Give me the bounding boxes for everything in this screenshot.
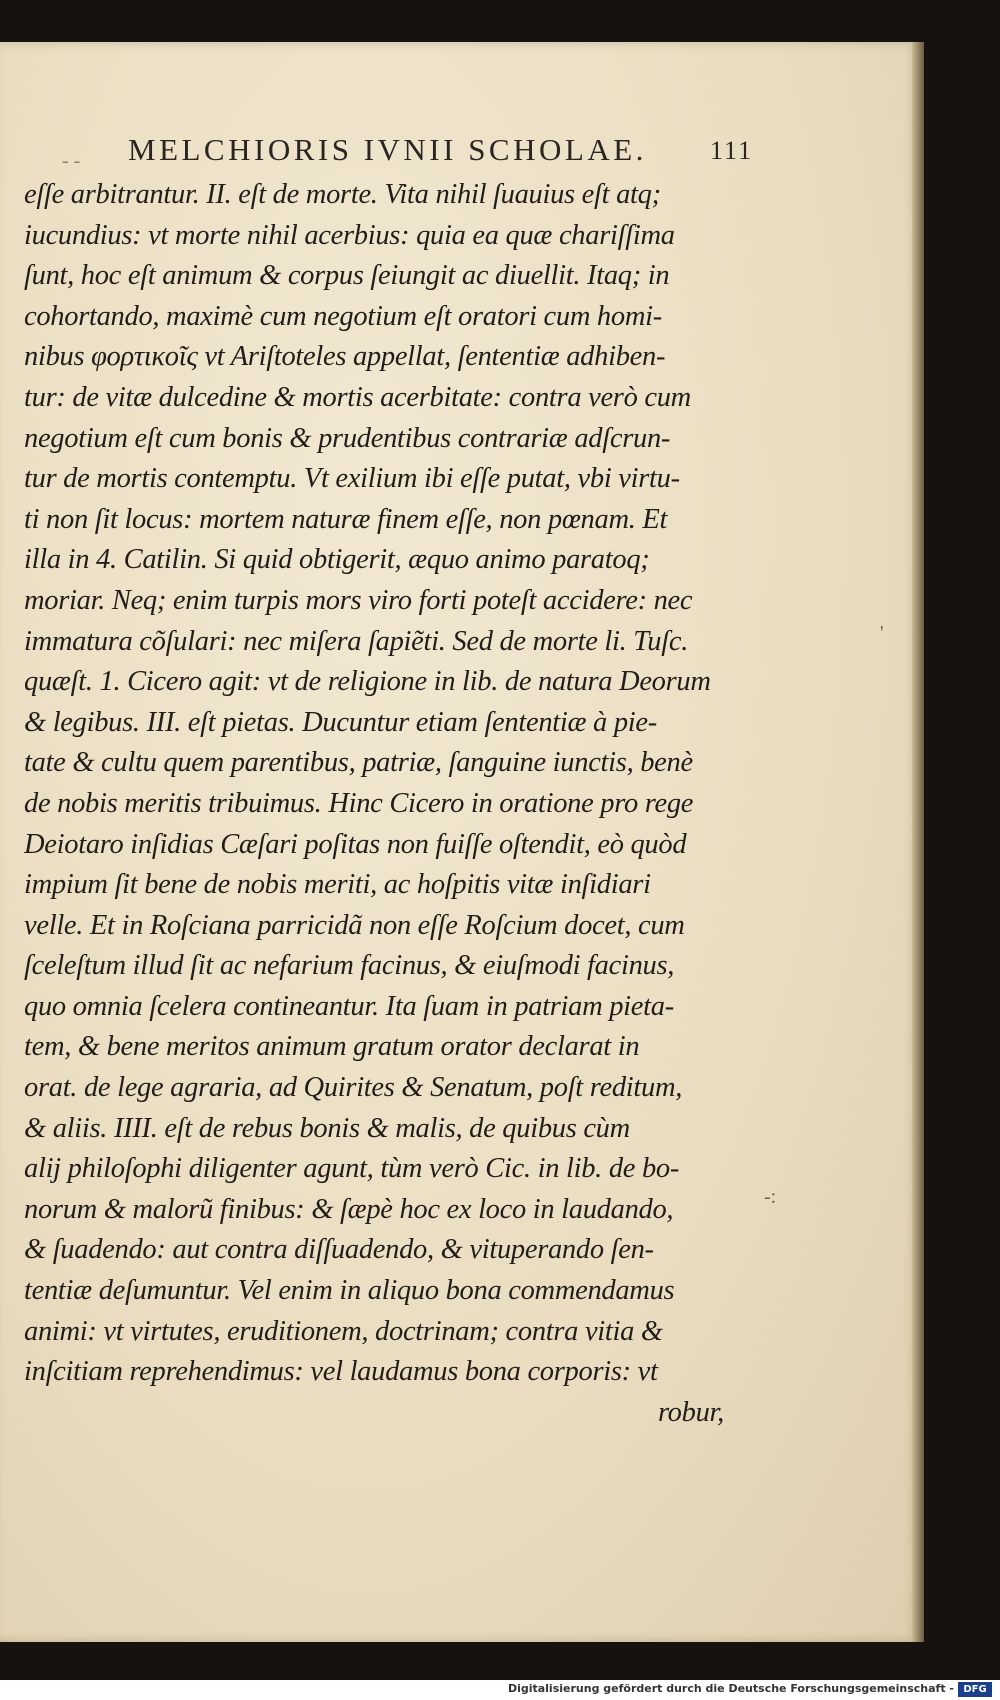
text-line: & ſuadendo: aut contra diſſuadendo, & vituperando ſen- <box>24 1234 654 1266</box>
text-line: inſcitiam reprehendimus: vel laudamus bona corporis: vt <box>24 1356 658 1388</box>
catchword: robur, <box>657 1396 724 1428</box>
text-line: tur de mortis contemptu. Vt exilium ibi eſſe putat, vbi virtu- <box>24 463 680 495</box>
text-line: norum & malorũ finibus: & ſæpè hoc ex loco in laudando, <box>24 1193 674 1225</box>
page-number: 111 <box>710 136 754 165</box>
text-line: Deiotaro inſidias Cæſari poſitas non fuiſſe oſtendit, eò quòd <box>24 828 687 860</box>
margin-mark: ' <box>880 622 884 644</box>
text-line: quæſt. 1. Cicero agit: vt de religione in lib. de natura Deorum <box>24 666 711 698</box>
book-page <box>0 42 920 1642</box>
funding-credit: Digitalisierung gefördert durch die Deutsche Forschungsgemeinschaft - <box>507 1682 954 1695</box>
text-line: tur: de vitæ dulcedine & mortis acerbitate: contra verò cum <box>24 381 691 413</box>
text-line: ti non ſit locus: mortem naturæ finem eſſe, non pœnam. Et <box>24 503 668 535</box>
text-line: iucundius: vt morte nihil acerbius: quia ea quæ chariſſima <box>24 219 675 251</box>
text-line: tate & cultu quem parentibus, patriæ, ſanguine iunctis, benè <box>24 747 693 779</box>
text-line: impium ſit bene de nobis meriti, ac hoſpitis vitæ inſidiari <box>24 869 651 901</box>
text-line: orat. de lege agraria, ad Quirites & Senatum, poſt reditum, <box>24 1072 683 1104</box>
text-line: alij philoſophi diligenter agunt, tùm verò Cic. in lib. de bo- <box>24 1153 680 1185</box>
text-line: immatura cõſulari: nec miſera ſapiẽti. Sed de morte li. Tuſc. <box>24 625 689 657</box>
text-line: nibus φορτικοῖς vt Ariſtoteles appellat, ſententiæ adhiben- <box>24 341 666 373</box>
page-header <box>0 132 920 172</box>
text-line: de nobis meritis tribuimus. Hinc Cicero in oratione pro rege <box>24 787 694 819</box>
text-line: animi: vt virtutes, eruditionem, doctrinam; contra vitia & <box>24 1315 663 1347</box>
digitization-footer <box>0 1680 1000 1700</box>
text-line: eſſe arbitrantur. II. eſt de morte. Vita nihil ſuauius eſt atq; <box>24 179 661 210</box>
dfg-logo: DFG <box>958 1682 992 1697</box>
text-line: negotium eſt cum bonis & prudentibus contrariæ adſcrun- <box>24 422 671 454</box>
text-line: ſunt, hoc eſt animum & corpus ſeiungit ac diuellit. Itaq; in <box>24 260 670 292</box>
text-line: quo omnia ſcelera contineantur. Ita ſuam in patriam pieta- <box>24 990 674 1022</box>
text-line: moriar. Neq; enim turpis mors viro forti poteſt accidere: nec <box>24 584 693 616</box>
text-line: tem, & bene meritos animum gratum orator declarat in <box>24 1031 640 1063</box>
margin-mark: -: <box>764 1186 777 1208</box>
running-title: MELCHIORIS IVNII SCHOLAE. <box>128 132 647 167</box>
text-line: velle. Et in Roſciana parricidã non eſſe Roſcium docet, cum <box>24 909 685 941</box>
text-line: tentiæ deſumuntur. Vel enim in aliquo bona commendamus <box>24 1275 675 1307</box>
text-line: cohortando, maximè cum negotium eſt oratori cum homi- <box>24 300 662 332</box>
text-line: ſceleſtum illud ſit ac nefarium facinus, & eiuſmodi facinus, <box>24 950 675 982</box>
text-line: & legibus. III. eſt pietas. Ducuntur etiam ſententiæ à pie- <box>24 706 657 738</box>
text-line: & aliis. IIII. eſt de rebus bonis & malis, de quibus cùm <box>24 1112 630 1144</box>
header-ornament: - - <box>62 150 81 172</box>
text-line: illa in 4. Catilin. Si quid obtigerit, æquo animo paratoq; <box>24 544 650 576</box>
body-text <box>24 175 784 1433</box>
page-edge-shadow <box>912 42 924 1642</box>
